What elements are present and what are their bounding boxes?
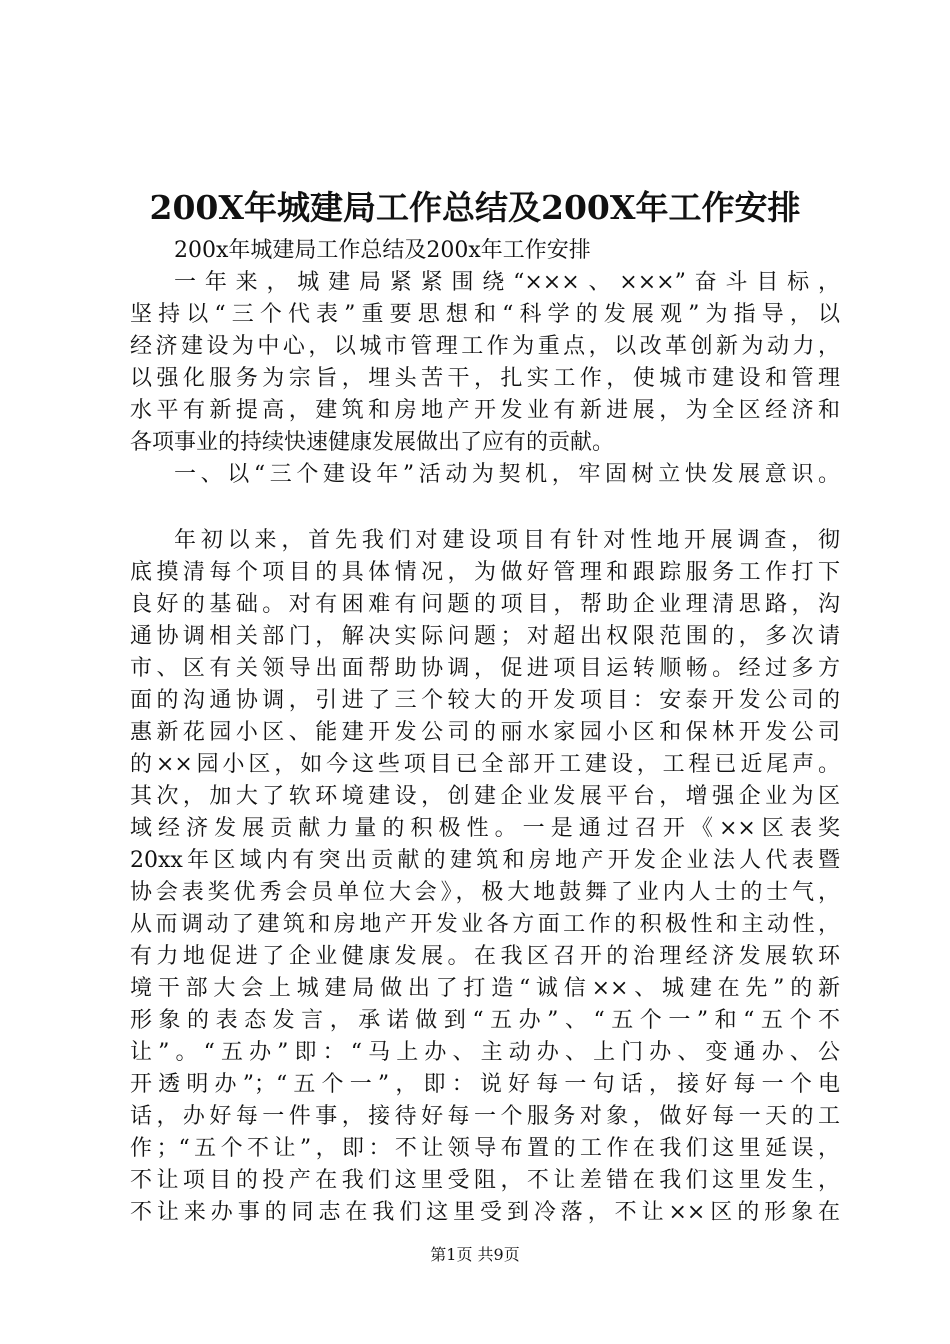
body-line: 不让来办事的同志在我们这里受到冷落，不让××区的形象在 (130, 1200, 840, 1225)
body-line: 水平有新提高，建筑和房地产开发业有新进展，为全区经济和 (130, 398, 840, 423)
body-line: 协会表奖优秀会员单位大会》，极大地鼓舞了业内人士的士气， (130, 880, 840, 905)
body-line: 境干部大会上城建局做出了打造“诚信××、城建在先”的新 (130, 976, 840, 1001)
blank-line (130, 491, 840, 525)
body-line: 各项事业的持续快速健康发展做出了应有的贡献。 (130, 430, 615, 455)
body-line: 开透明办”；“五个一”，即：说好每一句话，接好每一个电 (130, 1072, 840, 1097)
body-line: 年初以来，首先我们对建设项目有针对性地开展调查，彻 (174, 528, 840, 553)
body-line: 话，办好每一件事，接待好每一个服务对象，做好每一天的工 (130, 1104, 840, 1129)
section-heading: 一、以“三个建设年”活动为契机，牢固树立快发展意识。 (174, 462, 840, 487)
body-line: 市、区有关领导出面帮助协调，促进项目运转顺畅。经过多方 (130, 656, 840, 681)
body-line: 作；“五个不让”，即：不让领导布置的工作在我们这里延误， (130, 1136, 840, 1161)
body-line: 域经济发展贡献力量的积极性。一是通过召开《××区表奖 (130, 816, 840, 841)
body-line: 从而调动了建筑和房地产开发业各方面工作的积极性和主动性， (130, 912, 840, 937)
body-line: 其次，加大了软环境建设，创建企业发展平台，增强企业为区 (130, 784, 840, 809)
body-line: 以强化服务为宗旨，埋头苦干，扎实工作，使城市建设和管理 (130, 366, 840, 391)
body-line: 不让项目的投产在我们这里受阻，不让差错在我们这里发生， (130, 1168, 840, 1193)
document-title: 200X年城建局工作总结及200X年工作安排 (149, 188, 801, 227)
body-line: 20xx年区域内有突出贡献的建筑和房地产开发企业法人代表暨 (130, 848, 840, 873)
subtitle-line: 200x年城建局工作总结及200x年工作安排 (174, 238, 591, 263)
body-line: 面的沟通协调，引进了三个较大的开发项目：安泰开发公司的 (130, 688, 840, 713)
page-number-footer: 第1页 共9页 (430, 1245, 520, 1264)
body-line: 让”。“五办”即：“马上办、主动办、上门办、变通办、公 (130, 1040, 840, 1065)
body-line: 有力地促进了企业健康发展。在我区召开的治理经济发展软环 (130, 944, 840, 969)
body-line: 通协调相关部门，解决实际问题；对超出权限范围的，多次请 (130, 624, 840, 649)
body-line: 惠新花园小区、能建开发公司的丽水家园小区和保林开发公司 (130, 720, 840, 745)
body-line: 良好的基础。对有困难有问题的项目，帮助企业理清思路，沟 (130, 592, 840, 617)
body-line: 形象的表态发言，承诺做到“五办”、“五个一”和“五个不 (130, 1008, 840, 1033)
body-line: 经济建设为中心，以城市管理工作为重点，以改革创新为动力， (130, 334, 840, 359)
body-line: 的××园小区，如今这些项目已全部开工建设，工程已近尾声。 (130, 752, 840, 777)
body-line: 一年来，城建局紧紧围绕“×××、×××”奋斗目标， (174, 270, 840, 295)
document-body (130, 235, 840, 1229)
body-line: 坚持以“三个代表”重要思想和“科学的发展观”为指导，以 (130, 302, 840, 327)
body-line: 底摸清每个项目的具体情况，为做好管理和跟踪服务工作打下 (130, 560, 840, 585)
